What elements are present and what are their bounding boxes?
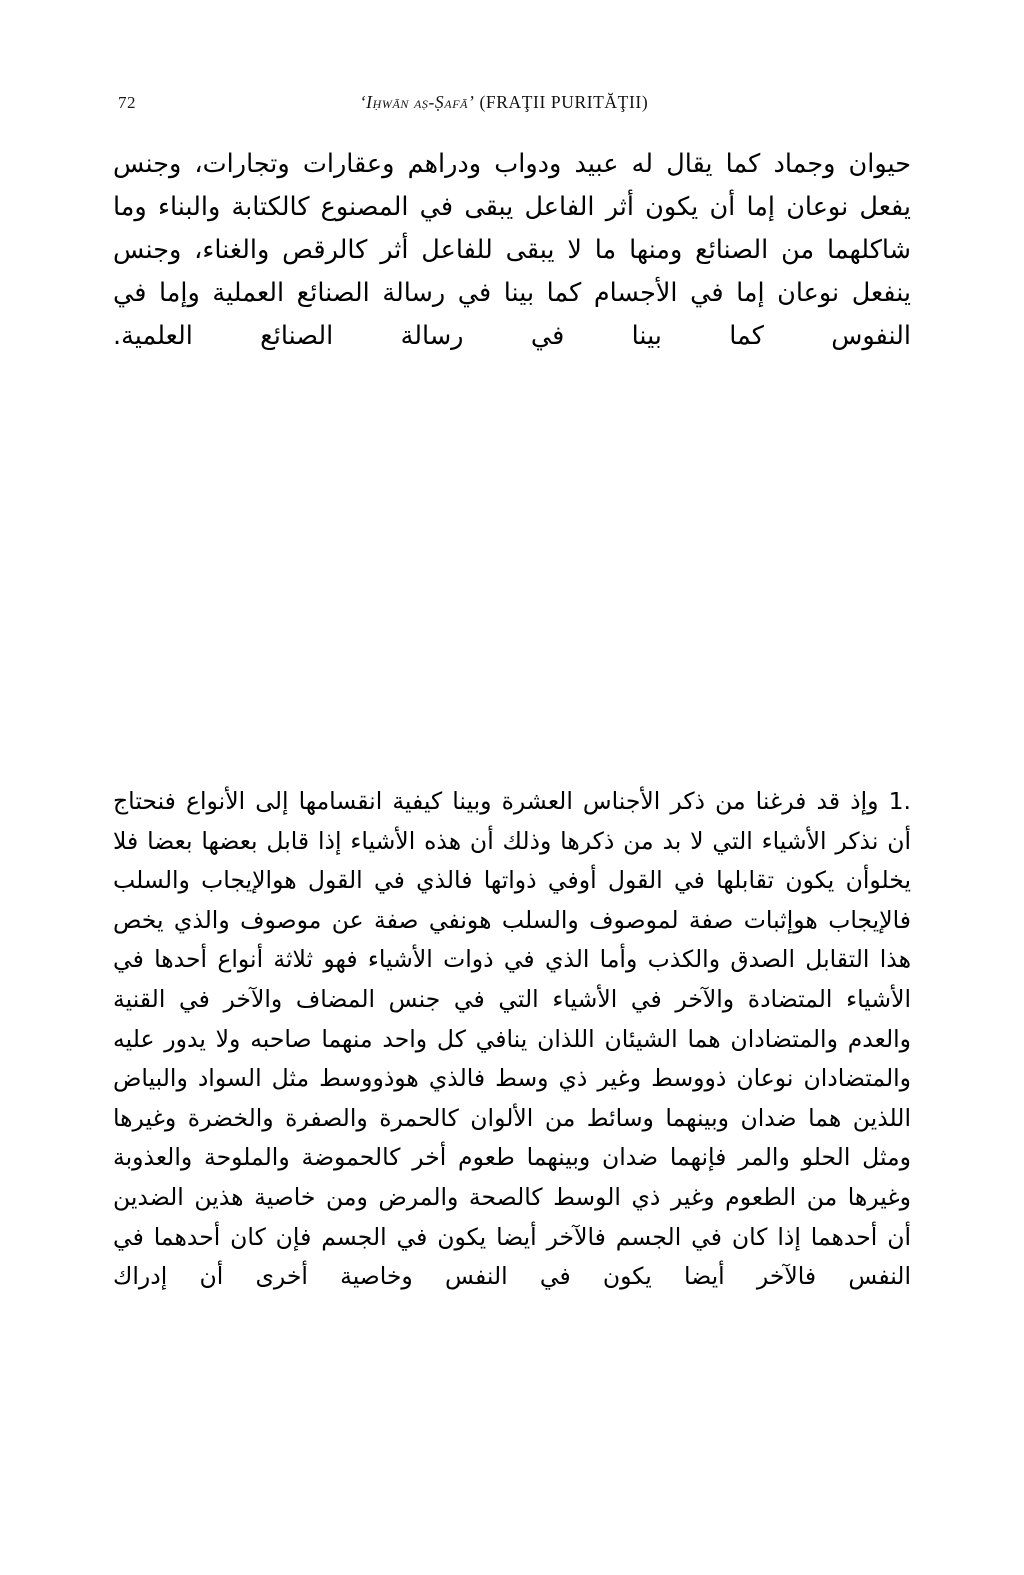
running-head-title-rest: (FRAŢII PURITĂŢII)	[479, 92, 649, 112]
paragraph-numbered	[113, 782, 911, 1297]
running-head-title-italic: ʻIḥwān aṣ-Ṣafāʼ	[359, 92, 475, 112]
paragraph-text: حيوان وجماد كما يقال له عبيد ودواب ودراهم وعقارات وتجارات، وجنس يفعل نوعان إما أن يكون أثر الفاعل يبقى في المصنوع كالكتابة والبناء وما شاكلهما من الصنائع ومنها ما لا يبقى للفاعل أثر كالرقص والغناء، وجنس ينفعل نوعان إما في الأجسام كما بينا في رسالة الصنائع العملية وإما في النفوس كما بينا في رسالة الصنائع العلمية.	[113, 149, 911, 351]
running-head	[118, 92, 906, 116]
body-paragraph-bottom	[113, 782, 911, 1297]
body-paragraph-top	[113, 143, 911, 358]
page-number: 72	[118, 93, 136, 112]
paragraph-number: 1.	[888, 787, 911, 815]
running-head-title	[136, 92, 872, 113]
paragraph-text: وإذ قد فرغنا من ذكر الأجناس العشرة وبينا كيفية انقسامها إلى الأنواع فنحتاج أن نذكر الأشياء التي لا بد من ذكرها وذلك أن هذه الأشياء إذا قابل بعضها بعضا فلا يخلوأن يكون تقابلها في القول أوفي ذواتها فالذي في القول هوالإيجاب والسلب فالإيجاب هوإثبات صفة لموصوف والسلب هونفي صفة عن موصوف والذي يخص هذا التقابل الصدق والكذب وأما الذي في ذوات الأشياء فهو ثلاثة أنواع أحدها في الأشياء المتضادة والآخر في الأشياء التي في جنس المضاف والآخر في القنية والعدم والمتضادان هما الشيئان اللذان ينافي كل واحد منهما صاحبه ولا يدور عليه والمتضادان نوعان ذووسط وغير ذي وسط فالذي هوذووسط مثل السواد والبياض اللذين هما ضدان وبينهما وسائط من الألوان كالحمرة والصفرة والخضرة وغيرها ومثل الحلو والمر فإنهما ضدان وبينهما طعوم أخر كالحموضة والملوحة والعذوبة وغيرها من الطعوم وغير ذي الوسط كالصحة والمرض ومن خاصية هذين الضدين أن أحدهما إذا كان في الجسم فالآخر أيضا يكون في الجسم فإن كان أحدهما في النفس فالآخر أيضا يكون في النفس وخاصية أخرى أن إدراك	[113, 787, 911, 1291]
